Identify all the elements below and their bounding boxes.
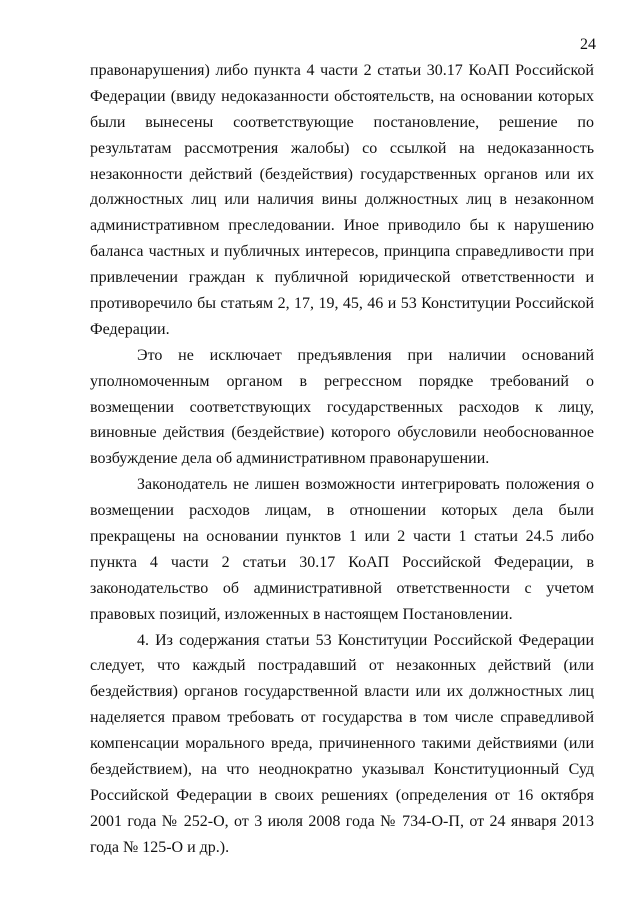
text-line: привлечении граждан к публичной юридической ответственности и: [90, 269, 594, 287]
text-line: Законодатель не лишен возможности интегрировать положения о: [137, 476, 594, 494]
text-line: года № 125-О и др.).: [90, 838, 230, 856]
text-line: правовых позиций, изложенных в настоящем Постановлении.: [90, 605, 513, 623]
text-line: правонарушения) либо пункта 4 части 2 статьи 30.17 КоАП Российской: [90, 62, 594, 79]
text-line: законодательство об административной ответственности с учетом: [90, 579, 594, 597]
text-line: возмещении соответствующих государственных расходов к лицу,: [90, 398, 594, 416]
text-line: виновные действия (бездействие) которого обусловили необоснованное: [90, 424, 594, 442]
text-line: незаконности действий (бездействия) государственных органов или их: [90, 165, 594, 183]
document-body: [90, 58, 594, 861]
text-line: следует, что каждый пострадавший от незаконных действий (или: [90, 657, 594, 675]
text-line: баланса частных и публичных интересов, принципа справедливости при: [90, 243, 594, 261]
text-line: Российской Федерации в своих решениях (определения от 16 октября: [90, 786, 594, 804]
text-line: противоречило бы статьям 2, 17, 19, 45, 46 и 53 Конституции Российской: [90, 295, 594, 313]
text-line: административном преследовании. Иное приводило бы к нарушению: [90, 217, 594, 235]
paragraph: [90, 472, 594, 627]
text-line: 4. Из содержания статьи 53 Конституции Российской Федерации: [137, 631, 594, 649]
text-line: бездействия) органов государственной власти или их должностных лиц: [90, 683, 594, 701]
text-line: результатам рассмотрения жалобы) со ссылкой на недоказанность: [90, 139, 594, 157]
text-line: пункта 4 части 2 статьи 30.17 КоАП Российской Федерации, в: [90, 553, 594, 571]
paragraph: [90, 628, 594, 861]
text-line: Федерации.: [90, 320, 170, 338]
text-line: компенсации морального вреда, причиненного такими действиями (или: [90, 735, 594, 753]
text-line: Это не исключает предъявления при наличии оснований: [137, 346, 594, 364]
page-number: 24: [580, 36, 596, 53]
paragraph: [90, 58, 594, 343]
text-line: 2001 года № 252-О, от 3 июля 2008 года № 734-О-П, от 24 января 2013: [90, 812, 594, 830]
text-line: возбуждение дела об административном правонарушении.: [90, 450, 490, 468]
text-line: должностных лиц или наличия вины должностных лиц в незаконном: [90, 191, 594, 209]
text-line: бездействием), на что неоднократно указывал Конституционный Суд: [90, 761, 594, 779]
paragraph: [90, 343, 594, 472]
text-line: уполномоченным органом в регрессном порядке требований о: [90, 372, 594, 390]
text-line: Федерации (ввиду недоказанности обстоятельств, на основании которых: [90, 87, 594, 105]
text-line: прекращены на основании пунктов 1 или 2 части 1 статьи 24.5 либо: [90, 528, 594, 546]
text-line: были вынесены соответствующие постановление, решение по: [90, 113, 594, 131]
text-line: наделяется правом требовать от государства в том числе справедливой: [90, 709, 594, 727]
text-line: возмещении расходов лицам, в отношении которых дела были: [90, 502, 594, 520]
